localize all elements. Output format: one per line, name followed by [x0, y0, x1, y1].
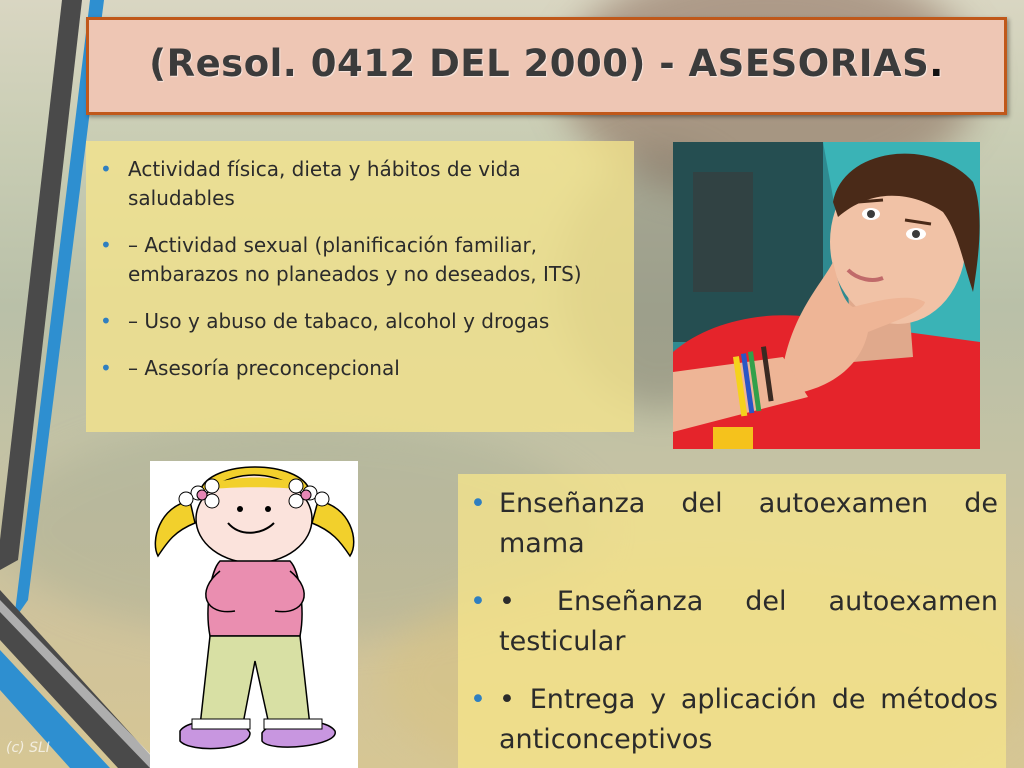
- list-item-text: – Actividad sexual (planificación familiar, embarazos no planeados y no deseados, ITS): [128, 233, 582, 286]
- counseling-list-panel: [86, 141, 634, 432]
- list-item: [86, 354, 626, 383]
- bullet-icon: •: [100, 309, 112, 333]
- list-item: [458, 680, 998, 760]
- bullet-icon: •: [100, 233, 112, 257]
- slide-title-text: (Resol. 0412 DEL 2000) - ASESORIAS: [149, 42, 930, 85]
- list-item-text: – Asesoría preconcepcional: [128, 356, 400, 380]
- exam-list-panel: [458, 474, 1006, 768]
- boy-photo-illustration: [673, 142, 980, 449]
- bullet-icon: •: [100, 356, 112, 380]
- bullet-icon: •: [470, 586, 486, 617]
- list-item: [86, 155, 626, 213]
- slide-title-period: .: [929, 42, 944, 85]
- slide-title: [89, 42, 1004, 85]
- list-item-text: Actividad física, dieta y hábitos de vida saludables: [128, 157, 521, 210]
- list-item: [458, 582, 998, 662]
- watermark: (c) SLI: [6, 740, 50, 756]
- title-box: [86, 17, 1007, 115]
- cartoon-girl: [150, 461, 358, 768]
- bullet-icon: •: [470, 488, 486, 519]
- list-item-text: • Enseñanza del autoexamen testicular: [499, 586, 998, 657]
- list-item: [86, 307, 626, 336]
- cartoon-girl-illustration: [150, 461, 358, 768]
- bullet-icon: •: [470, 684, 486, 715]
- boy-photo: [673, 142, 980, 449]
- exam-list: [458, 484, 998, 768]
- list-item-text: Enseñanza del autoexamen de mama: [499, 488, 998, 559]
- bullet-icon: •: [100, 157, 112, 181]
- list-item-text: • Entrega y aplicación de métodos anticonceptivos: [499, 684, 998, 755]
- list-item: [458, 484, 998, 564]
- list-item-text: – Uso y abuso de tabaco, alcohol y drogas: [128, 309, 550, 333]
- counseling-list: [86, 155, 626, 401]
- list-item: [86, 231, 626, 289]
